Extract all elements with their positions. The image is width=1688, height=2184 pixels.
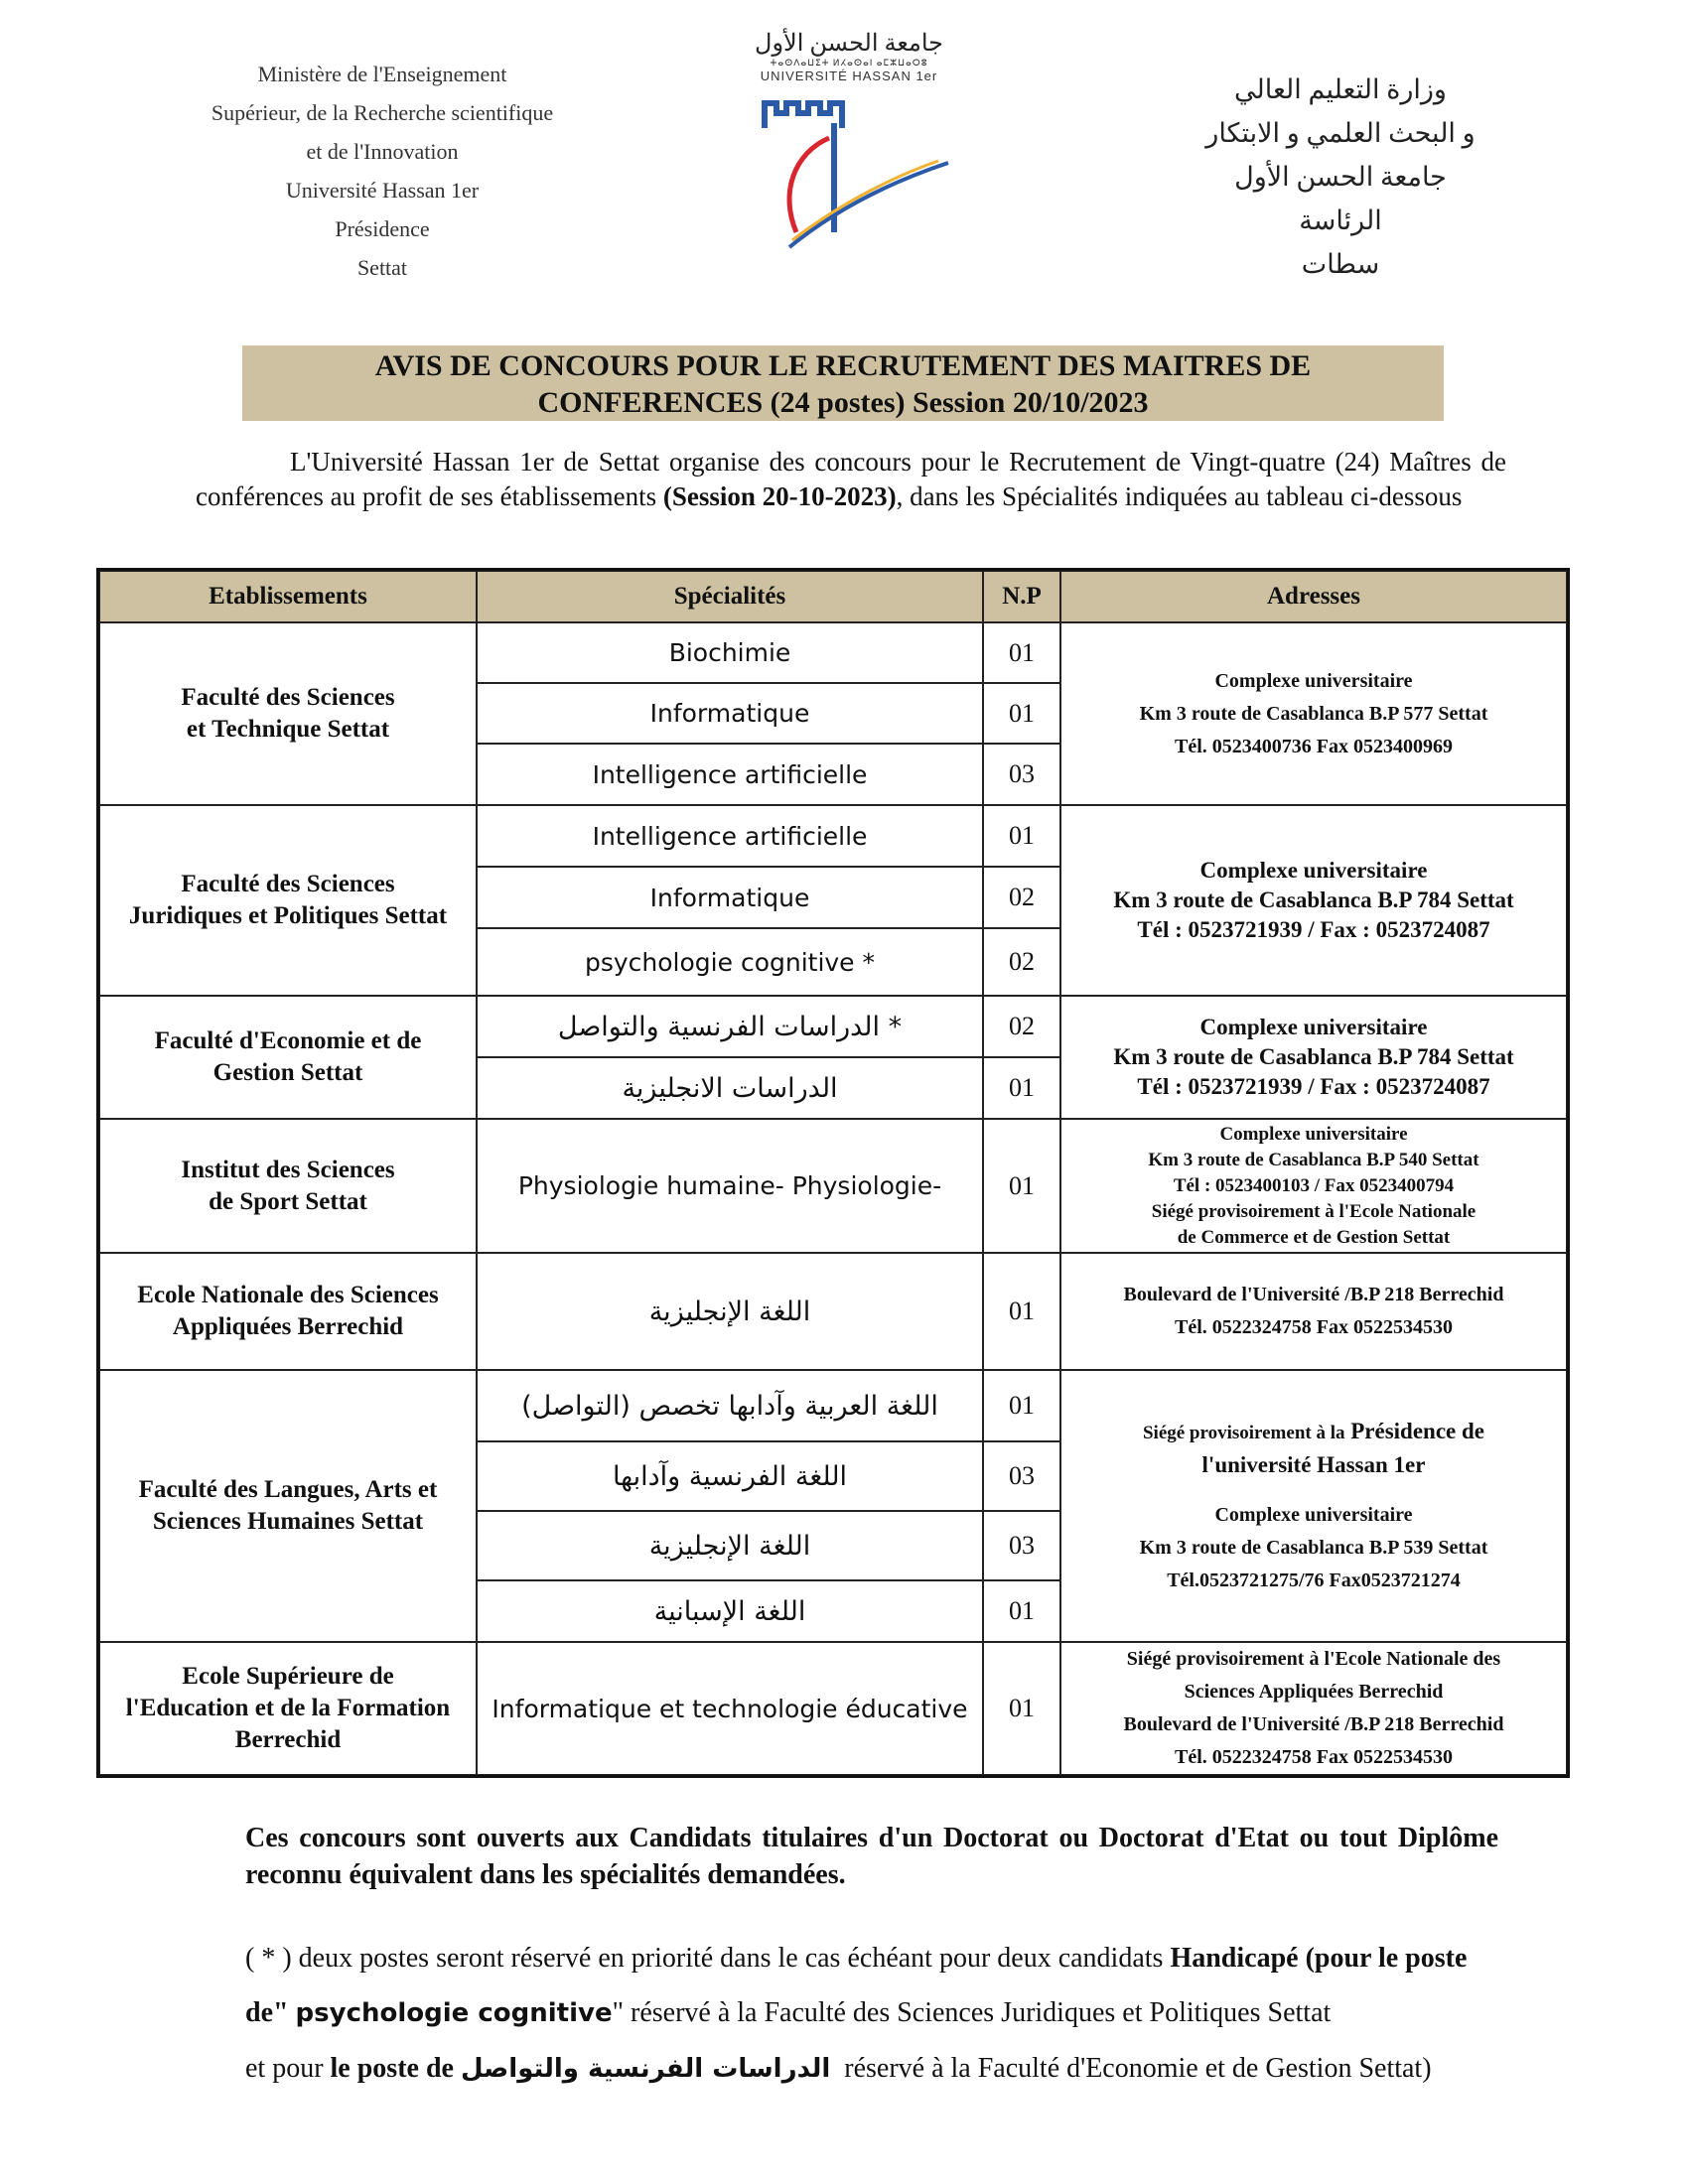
specialite-cell: Informatique (477, 683, 983, 744)
table-row (99, 996, 1567, 1057)
addr-line: Complexe universitaire (1214, 669, 1413, 692)
specialite-cell: اللغة العربية وآدابها تخصص (التواصل) (477, 1370, 983, 1441)
title-line-1: AVIS DE CONCOURS POUR LE RECRUTEMENT DES MAITRES DE (374, 349, 1312, 382)
etab-line: Institut des Sciences (181, 1156, 395, 1183)
np-cell: 01 (983, 1057, 1060, 1119)
adresse-cell (1060, 1119, 1567, 1253)
etab-line: Juridiques et Politiques Settat (128, 902, 448, 929)
adresse-cell (1060, 622, 1567, 805)
etab-line: Berrechid (234, 1726, 342, 1753)
adresse-cell (1060, 1370, 1567, 1642)
addr-line: Boulevard de l'Université /B.P 218 Berrechid (1123, 1713, 1504, 1735)
addr-line: Siégé provisoirement à l'Ecole Nationale (1151, 1200, 1477, 1222)
notice-title (242, 345, 1444, 421)
note-bold: le poste de (330, 2053, 454, 2084)
specialite-cell: اللغة الإسبانية (477, 1580, 983, 1642)
header-line: Ministère de l'Enseignement (257, 62, 507, 86)
addr-line: Tél. 0523400736 Fax 0523400969 (1175, 735, 1453, 757)
header-line: و البحث العلمي و الابتكار (1205, 118, 1476, 148)
note-handicap: Handicapé (pour le poste de" (245, 1943, 1468, 2028)
header-line: Supérieur, de la Recherche scientifique (211, 100, 554, 125)
etablissement-cell (99, 805, 477, 996)
note-text: " réservé à la Faculté des Sciences Juridiques et Politiques Settat (612, 1997, 1332, 2028)
addr-line: Tél. 0522324758 Fax 0522534530 (1175, 1746, 1453, 1768)
addr-line: Km 3 route de Casablanca B.P 540 Settat (1148, 1149, 1479, 1170)
reserved-note-paragraph (245, 1931, 1498, 2097)
intro-text-end: , dans les Spécialités indiquées au tableau ci-dessous (896, 481, 1463, 511)
addr-siege-big: Présidence de (1350, 1418, 1485, 1443)
etablissement-cell (99, 622, 477, 805)
addr-line: Km 3 route de Casablanca B.P 577 Settat (1139, 702, 1488, 725)
addr-line: Complexe universitaire (1199, 1015, 1428, 1039)
np-cell: 01 (983, 805, 1060, 867)
table-header-row (99, 571, 1567, 622)
header-line: Présidence (335, 216, 430, 241)
title-line-2: CONFERENCES (24 postes) Session 20/10/2023 (537, 386, 1149, 419)
etablissement-cell (99, 1370, 477, 1642)
np-cell: 01 (983, 683, 1060, 744)
etab-line: Gestion Settat (212, 1059, 363, 1086)
table-row (99, 622, 1567, 683)
specialite-cell: * الدراسات الفرنسية والتواصل (477, 996, 983, 1057)
col-header-etablissements: Etablissements (99, 571, 477, 622)
etab-line: Faculté d'Economie et de (154, 1027, 422, 1054)
etab-line: Faculté des Sciences (181, 684, 395, 711)
etablissement-cell (99, 1642, 477, 1775)
intro-session: (Session 20-10-2023) (662, 481, 897, 511)
etab-line: Ecole Supérieure de (182, 1663, 394, 1690)
addr-line: Km 3 route de Casablanca B.P 784 Settat (1113, 1044, 1514, 1069)
np-cell: 02 (983, 996, 1060, 1057)
etablissement-cell (99, 1253, 477, 1370)
note-text: et pour (245, 2053, 331, 2084)
table-row (99, 1119, 1567, 1253)
note-text: réservé à la Faculté d'Economie et de Gestion Settat) (844, 2053, 1432, 2084)
intro-text: L'Université Hassan 1er de Settat organise des concours pour le Recrutement de Vingt-quatre (24) Maîtres de conférences au profit de ses établissements (196, 447, 1506, 511)
addr-line: Km 3 route de Casablanca B.P 539 Settat (1139, 1536, 1488, 1559)
specialite-cell: Biochimie (477, 622, 983, 683)
specialite-cell: Intelligence artificielle (477, 805, 983, 867)
np-cell: 03 (983, 1441, 1060, 1511)
specialite-cell: اللغة الإنجليزية (477, 1253, 983, 1370)
addr-line: Siégé provisoirement à l'Ecole Nationale des (1126, 1648, 1501, 1670)
specialite-cell: Informatique et technologie éducative (477, 1642, 983, 1775)
etab-line: et Technique Settat (186, 716, 390, 743)
note-text: ( * ) deux postes seront réservé en priorité dans le cas échéant pour deux candidats (245, 1943, 1171, 1974)
adresse-cell (1060, 1253, 1567, 1370)
addr-line: Complexe universitaire (1214, 1503, 1413, 1526)
specialite-cell: اللغة الإنجليزية (477, 1511, 983, 1580)
addr-line: Tél : 0523721939 / Fax : 0523724087 (1137, 917, 1490, 942)
col-header-adresses: Adresses (1060, 571, 1567, 622)
logo-french-text: UNIVERSITÉ HASSAN 1er (760, 68, 938, 83)
addr-line: Tél : 0523721939 / Fax : 0523724087 (1137, 1074, 1490, 1099)
etab-line: Ecole Nationale des Sciences (137, 1282, 439, 1308)
addr-line: Sciences Appliquées Berrechid (1184, 1681, 1444, 1703)
ministry-header-fr (164, 55, 601, 287)
etab-line: l'Education et de la Formation (125, 1695, 451, 1721)
addr-line: Tél.0523721275/76 Fax0523721274 (1167, 1569, 1461, 1591)
etab-line: Faculté des Langues, Arts et (138, 1476, 438, 1503)
col-header-np: N.P (983, 571, 1060, 622)
addr-siege (1061, 1416, 1566, 1449)
np-cell: 01 (983, 1253, 1060, 1370)
table-row (99, 1642, 1567, 1775)
addr-siege-small: Siégé provisoirement à la (1142, 1422, 1345, 1443)
np-cell: 01 (983, 622, 1060, 683)
etab-line: Faculté des Sciences (181, 871, 395, 897)
addr-line: de Commerce et de Gestion Settat (1177, 1226, 1451, 1248)
header-line: سطات (1301, 249, 1380, 279)
np-cell: 01 (983, 1370, 1060, 1441)
adresse-cell (1060, 805, 1567, 996)
header-line: جامعة الحسن الأول (1234, 162, 1447, 192)
table-row (99, 1253, 1567, 1370)
addr-line: Km 3 route de Casablanca B.P 784 Settat (1113, 887, 1514, 912)
specialite-cell: psychologie cognitive * (477, 928, 983, 996)
np-cell: 02 (983, 928, 1060, 996)
specialite-cell: الدراسات الانجليزية (477, 1057, 983, 1119)
note-specialty-ar: الدراسات الفرنسية والتواصل (460, 2054, 831, 2084)
np-cell: 01 (983, 1580, 1060, 1642)
specialite-cell: Physiologie humaine- Physiologie- (477, 1119, 983, 1253)
header-line: وزارة التعليم العالي (1234, 74, 1447, 104)
etab-line: Appliquées Berrechid (172, 1313, 404, 1340)
header-line: الرئاسة (1299, 205, 1382, 235)
logo-arabic-text: جامعة الحسن الأول (755, 31, 943, 57)
col-header-specialites: Spécialités (477, 571, 983, 622)
etablissement-cell (99, 996, 477, 1119)
np-cell: 01 (983, 1119, 1060, 1253)
table-row (99, 805, 1567, 867)
specialite-cell: Informatique (477, 867, 983, 928)
addr-line: Complexe universitaire (1219, 1123, 1408, 1145)
etab-line: Sciences Humaines Settat (152, 1508, 424, 1535)
note-specialty: psychologie cognitive (295, 1998, 613, 2028)
university-logo (735, 30, 963, 288)
adresse-cell (1060, 1642, 1567, 1775)
np-cell: 01 (983, 1642, 1060, 1775)
np-cell: 02 (983, 867, 1060, 928)
etablissement-cell (99, 1119, 477, 1253)
np-cell: 03 (983, 1511, 1060, 1580)
ministry-header-ar (1172, 68, 1509, 286)
adresse-cell (1060, 996, 1567, 1119)
eligibility-paragraph: Ces concours sont ouverts aux Candidats titulaires d'un Doctorat ou Doctorat d'Etat ou tout Diplôme reconnu équivalent dans les spécialités demandées. (245, 1823, 1498, 1890)
addr-siege-big: l'université Hassan 1er (1201, 1451, 1426, 1477)
specialite-cell: Intelligence artificielle (477, 744, 983, 805)
logo-tifinagh-text: ⵜⴰⵙⴷⴰⵡⵉⵜ ⵍⵃⴰⵙⴰⵏ ⴰⵎⵣⵡⴰⵔⵓ (770, 58, 928, 68)
header-line: et de l'Innovation (306, 139, 459, 164)
addr-line: Tél : 0523400103 / Fax 0523400794 (1173, 1174, 1455, 1196)
addr-line: Boulevard de l'Université /B.P 218 Berrechid (1123, 1284, 1504, 1305)
specialite-cell: اللغة الفرنسية وآدابها (477, 1441, 983, 1511)
intro-paragraph (196, 445, 1506, 514)
header-line: Université Hassan 1er (285, 178, 480, 203)
addr-line: Complexe universitaire (1199, 858, 1428, 883)
positions-table (96, 568, 1570, 1778)
addr-line: Tél. 0522324758 Fax 0522534530 (1175, 1316, 1453, 1338)
np-cell: 03 (983, 744, 1060, 805)
etab-line: de Sport Settat (209, 1187, 367, 1215)
table-row (99, 1370, 1567, 1441)
logo-emblem-icon (735, 83, 963, 262)
header-line: Settat (356, 255, 408, 280)
